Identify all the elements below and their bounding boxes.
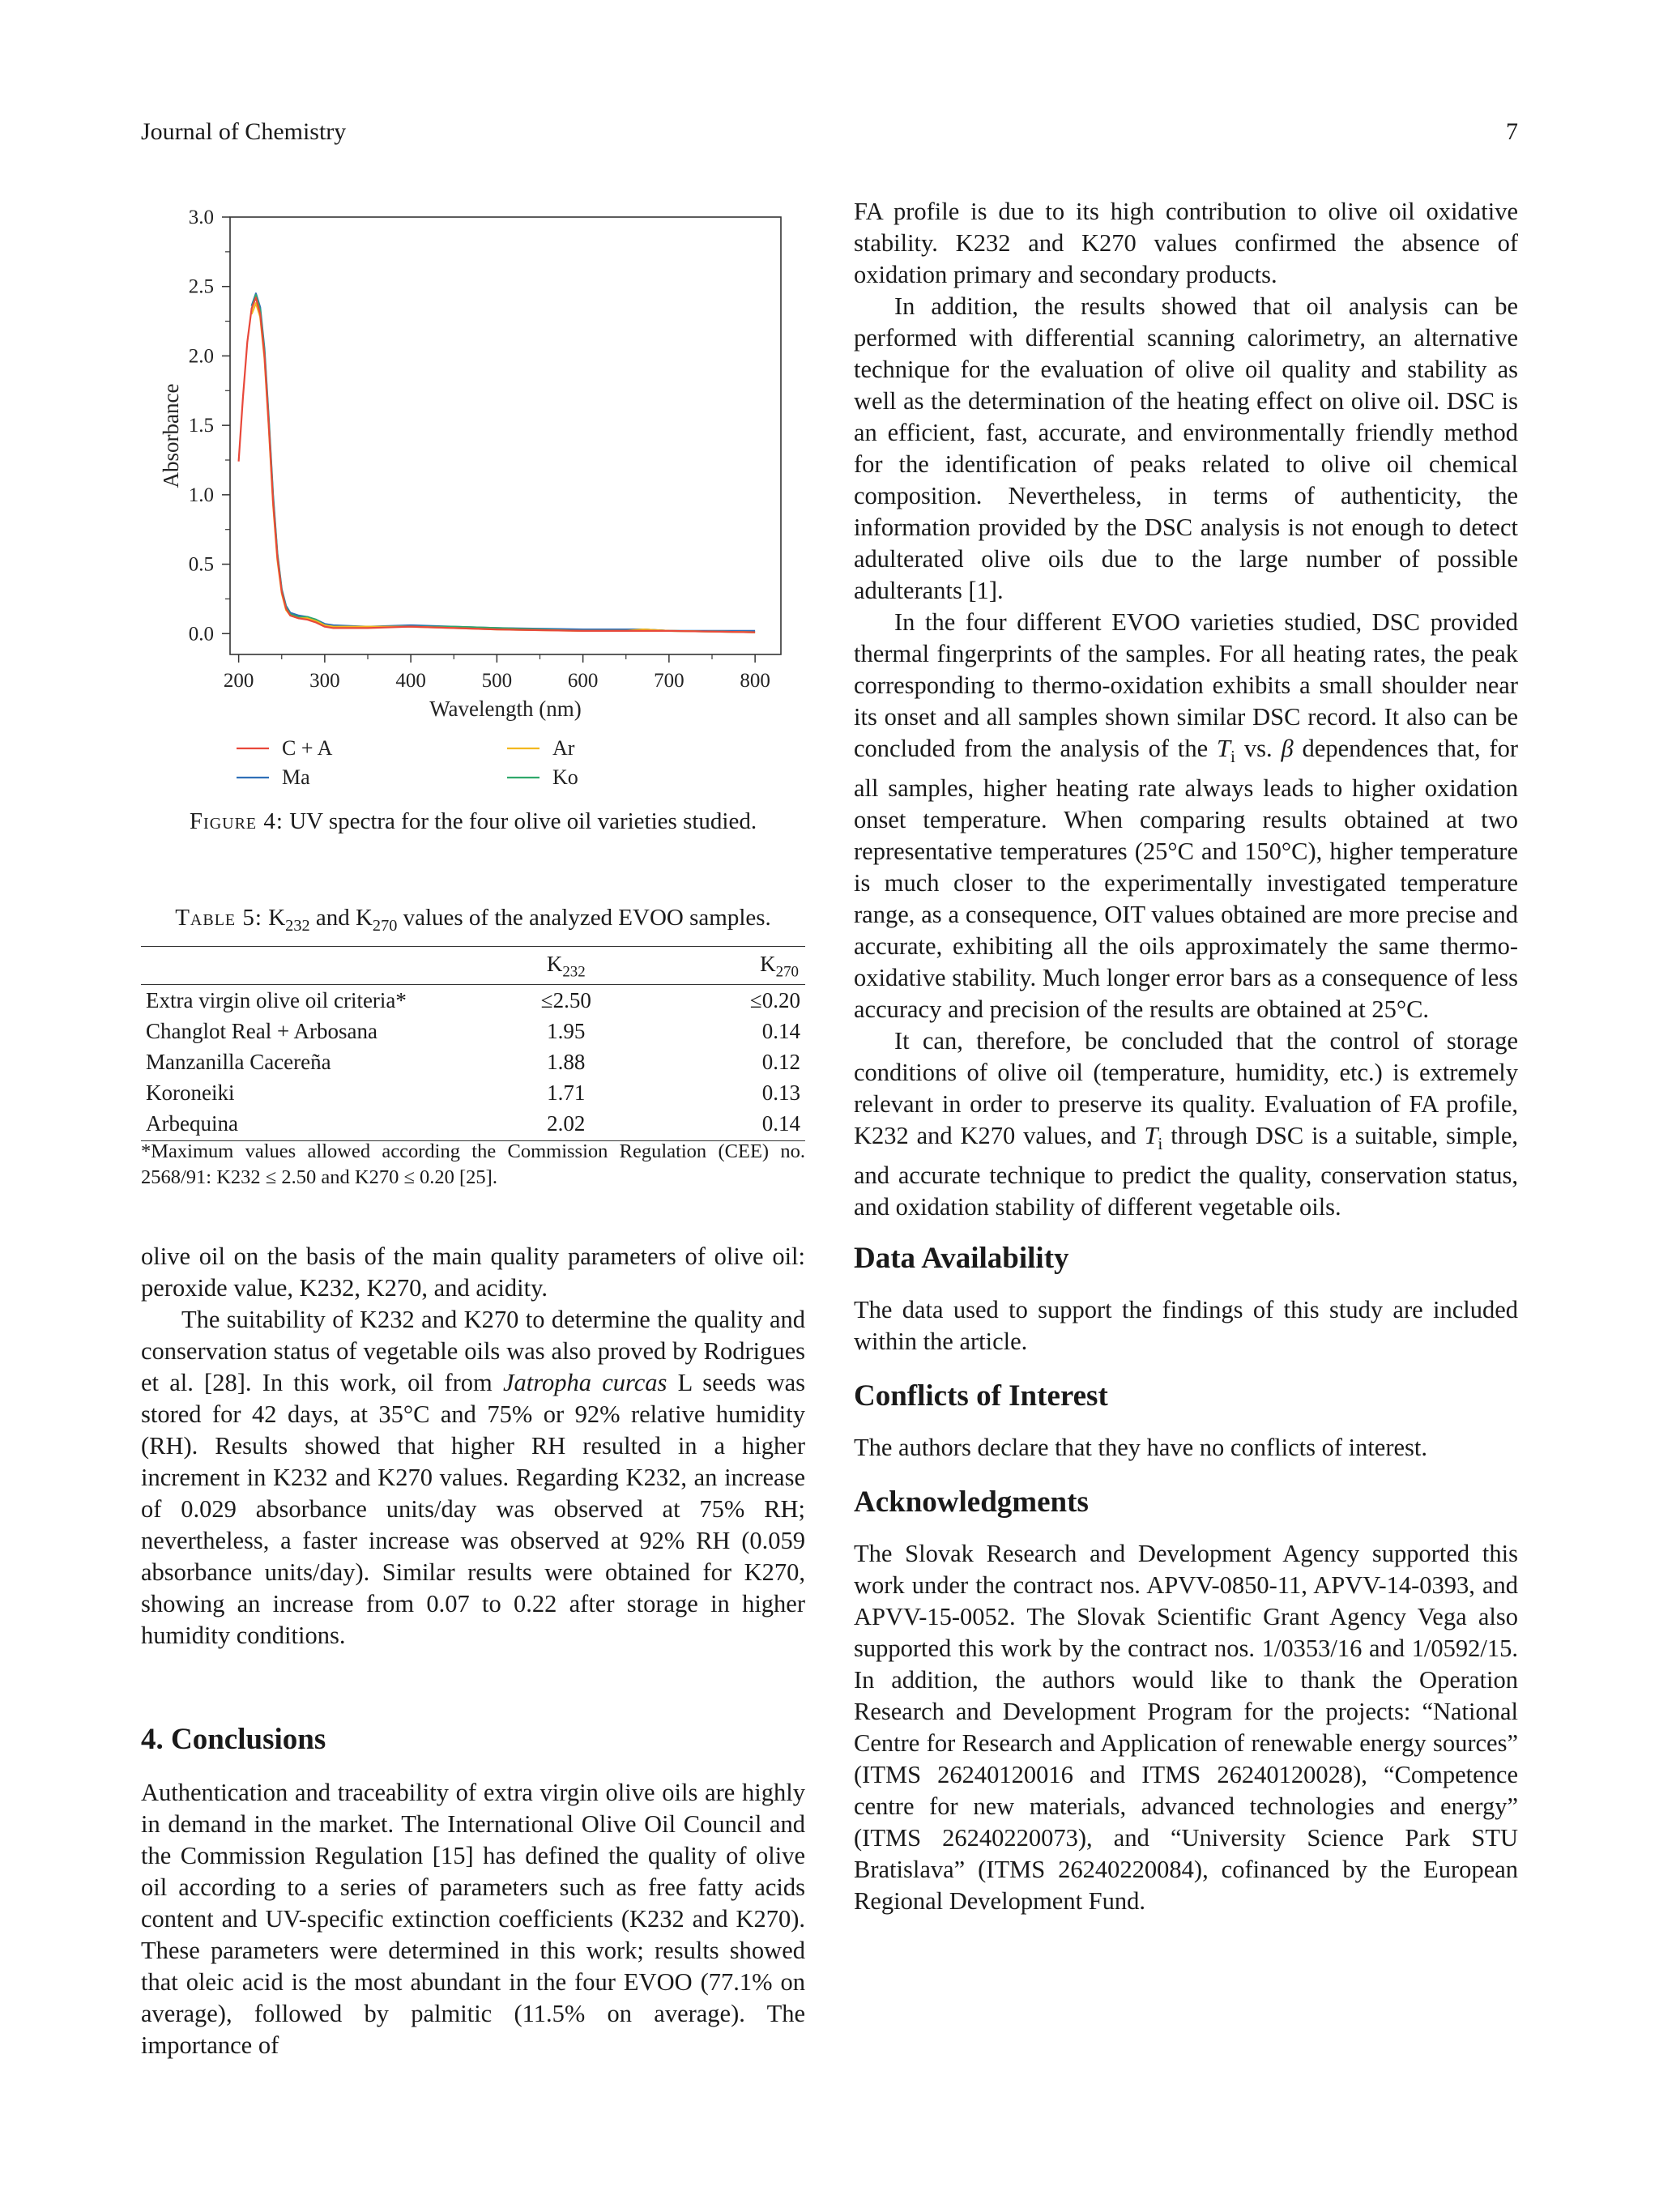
paragraph: In addition, the results showed that oil analysis can be performed with differential scanning calorimetry, an alternative technique for the evaluation of olive oil quality and stability as well as the determination of the heating effect on olive oil. DSC is an efficient, fast, accurate, and environmentally friendly method for the identification of peaks related to olive oil chemical composition. Nevertheless, in terms of authenticity, the information provided by the DSC analysis is not enough to detect adulterated olive oils due to the large number of possible adulterants [1]. (854, 292, 1518, 604)
sample-name: Arbequina (141, 1108, 486, 1141)
caption-part: K (268, 905, 286, 931)
k232-value: 2.02 (486, 1108, 646, 1141)
table-caption (141, 905, 805, 936)
left-column-text (141, 1241, 805, 1652)
table-row (141, 1046, 805, 1077)
table-footnote: *Maximum values allowed according the Commission Regulation (CEE) no. 2568/91: K232 ≤ 2.50 and K270 ≤ 0.20 [25]. (141, 1140, 805, 1188)
section-heading: Conflicts of Interest (854, 1379, 1108, 1413)
figure-label: Figure 4: (189, 808, 284, 834)
section-heading: 4. Conclusions (141, 1723, 326, 1756)
legend-label-ca: C + A (282, 736, 333, 760)
col-k232: $K_{232}$ (486, 947, 646, 985)
page-number: 7 (1506, 118, 1518, 145)
sample-name: Extra virgin olive oil criteria* (146, 988, 407, 1013)
k232-value: ≤2.50 (540, 988, 591, 1013)
x-tick-label-800: 800 (740, 670, 770, 692)
k232-value: 1.71 (547, 1080, 586, 1106)
figure-caption-text: UV spectra for the four olive oil varieties studied. (289, 808, 757, 834)
k270-value: 0.14 (761, 1019, 800, 1044)
legend-label-ko: Ko (552, 765, 578, 789)
col-sample (141, 947, 486, 985)
sample-name: Koroneiki (146, 1080, 235, 1106)
uv-spectra-chart (141, 193, 805, 808)
paragraph: The Slovak Research and Development Agency supported this work under the contract nos. APVV-0850-11, APVV-14-0393, and APVV-15-0052. The Slovak Scientific Grant Agency Vega also supported this work by the contract nos. 1/0353/16 and 1/0592/15. In addition, the authors would like to thank the Operation Research and Development Program for the projects: “National Centre for Research and Application of renewable energy sources” (ITMS 26240120016 and ITMS 26240120028), “Competence centre for new materials, advanced technologies and energy” (ITMS 26240220073), and “University Science Park STU Bratislava” (ITMS 26240220084), cofinanced by the European Regional Development Fund. (854, 1540, 1518, 1916)
x-tick-label-400: 400 (395, 670, 426, 692)
k270-value: 0.12 (761, 1050, 800, 1075)
sample-name: Changlot Real + Arbosana (146, 1019, 377, 1044)
plot-frame (230, 217, 781, 654)
x-tick-label-500: 500 (481, 670, 513, 692)
journal-name: Journal of Chemistry (141, 118, 347, 145)
paragraph: The authors declare that they have no conflicts of interest. (854, 1434, 1428, 1462)
y-tick-label-2.0: 2.0 (188, 345, 214, 368)
caption-part: and K (309, 905, 373, 931)
k232-value: 1.95 (547, 1019, 586, 1044)
chart-legend (237, 736, 578, 789)
y-tick-label-0.0: 0.0 (188, 623, 214, 646)
series-line-ma (252, 293, 756, 631)
table-label: Table 5: (175, 905, 262, 931)
k270-value: 0.14 (646, 1108, 805, 1141)
paragraph: FA profile is due to its high contribution to olive oil oxidative stability. K232 and K270 values confirmed the absence of oxidation primary and secondary products. (854, 198, 1518, 288)
paragraph: The suitability of K232 and K270 to determine the quality and conservation status of vegetable oils was also proved by Rodrigues et al. [28]. In this work, oil from Jatropha curcas L seeds was stored for 42 days, at 35°C and 75% or 92% relative humidity (RH). Results showed that higher RH resulted in a higher increment in K232 and K270 values. Regarding K232, an increase of 0.029 absorbance units/day was observed at 75% RH; nevertheless, a faster increase was observed at 92% RH (0.059 absorbance units/day). Similar results were obtained for K270, showing an increase from 0.07 to 0.22 after storage in higher humidity conditions. (141, 1306, 805, 1649)
col-k270: $K_{270}$ (646, 947, 805, 985)
table-row (141, 985, 805, 1016)
caption-part: values of the analyzed EVOO samples. (397, 905, 771, 931)
y-tick-label-1.0: 1.0 (188, 484, 214, 506)
y-tick-label-2.5: 2.5 (188, 275, 214, 298)
y-tick-label-3.0: 3.0 (188, 207, 214, 228)
paragraph: olive oil on the basis of the main quality parameters of olive oil: peroxide value, K232, K270, and acidity. (141, 1242, 805, 1302)
paragraph: It can, therefore, be concluded that the control of storage conditions of olive oil (temperature, humidity, etc.) is extremely relevant in order to preserve its quality. Evaluation of FA profile, K232 and K270 values, and $T_i$ through DSC is a suitable, simple, and accurate technique to predict the quality, conservation status, and oxidation stability of different vegetable oils. (854, 1027, 1518, 1221)
section-heading: Data Availability (854, 1242, 1069, 1276)
paragraph: In the four different EVOO varieties studied, DSC provided thermal fingerprints of the samples. For all heating rates, the peak corresponding to thermo-oxidation exhibits a small shoulder near its onset and all samples shown similar DSC record. It also can be concluded from the analysis of the $T_i$ vs. β dependences that, for all samples, higher heating rate always leads to higher oxidation onset temperature. When comparing results obtained at two representative temperatures (25°C and 150°C), higher temperature is much closer to the experimentally investigated temperature range, as a consequence, OIT values obtained are more precise and accurate, exhibiting all the oils approximately the same thermo-oxidative stability. Much longer error bars as a consequence of less accuracy and precision of the results are obtained at 25°C. (854, 608, 1518, 1024)
k270-value: ≤0.20 (749, 988, 800, 1013)
legend-label-ar: Ar (552, 736, 575, 760)
caption-sub: 270 (372, 916, 398, 935)
legend-label-ma: Ma (282, 765, 310, 789)
x-tick-label-600: 600 (567, 670, 599, 692)
series-line-ko (252, 295, 756, 633)
x-tick-label-300: 300 (309, 670, 340, 692)
k232-value: 1.88 (547, 1050, 586, 1075)
figure-caption (141, 808, 805, 835)
section-heading: Acknowledgments (854, 1485, 1089, 1519)
x-tick-label-700: 700 (654, 670, 684, 692)
series-lines (239, 293, 756, 632)
table-row (141, 1108, 805, 1141)
series-line-ar (252, 303, 756, 632)
axis-ticks (189, 207, 770, 692)
right-column-text (854, 196, 1518, 1917)
y-tick-label-1.5: 1.5 (188, 415, 214, 437)
sample-name: Manzanilla Cacereña (146, 1050, 331, 1075)
table-row (141, 1016, 805, 1046)
table-row (141, 1077, 805, 1108)
k270-value: 0.13 (761, 1080, 800, 1106)
y-axis-label: Absorbance (159, 383, 183, 488)
conclusions-section (141, 1722, 805, 2061)
paragraph: The data used to support the findings of this study are included within the article. (854, 1296, 1518, 1356)
k-values-table (141, 946, 805, 1141)
paragraph: Authentication and traceability of extra virgin olive oils are highly in demand in the market. The International Olive Oil Council and the Commission Regulation [15] has defined the quality of olive oil according to a series of parameters such as free fatty acids content and UV-specific extinction coefficients (K232 and K270). These parameters were determined in this work; results showed that oleic acid is the most abundant in the four EVOO (77.1% on average), followed by palmitic (11.5% on average). The importance of (141, 1779, 805, 2059)
x-tick-label-200: 200 (223, 670, 254, 692)
y-tick-label-0.5: 0.5 (188, 553, 214, 576)
x-axis-label: Wavelength (nm) (429, 697, 582, 721)
chart-svg (141, 193, 805, 808)
series-line-ca (239, 297, 756, 632)
caption-sub: 232 (285, 916, 310, 935)
